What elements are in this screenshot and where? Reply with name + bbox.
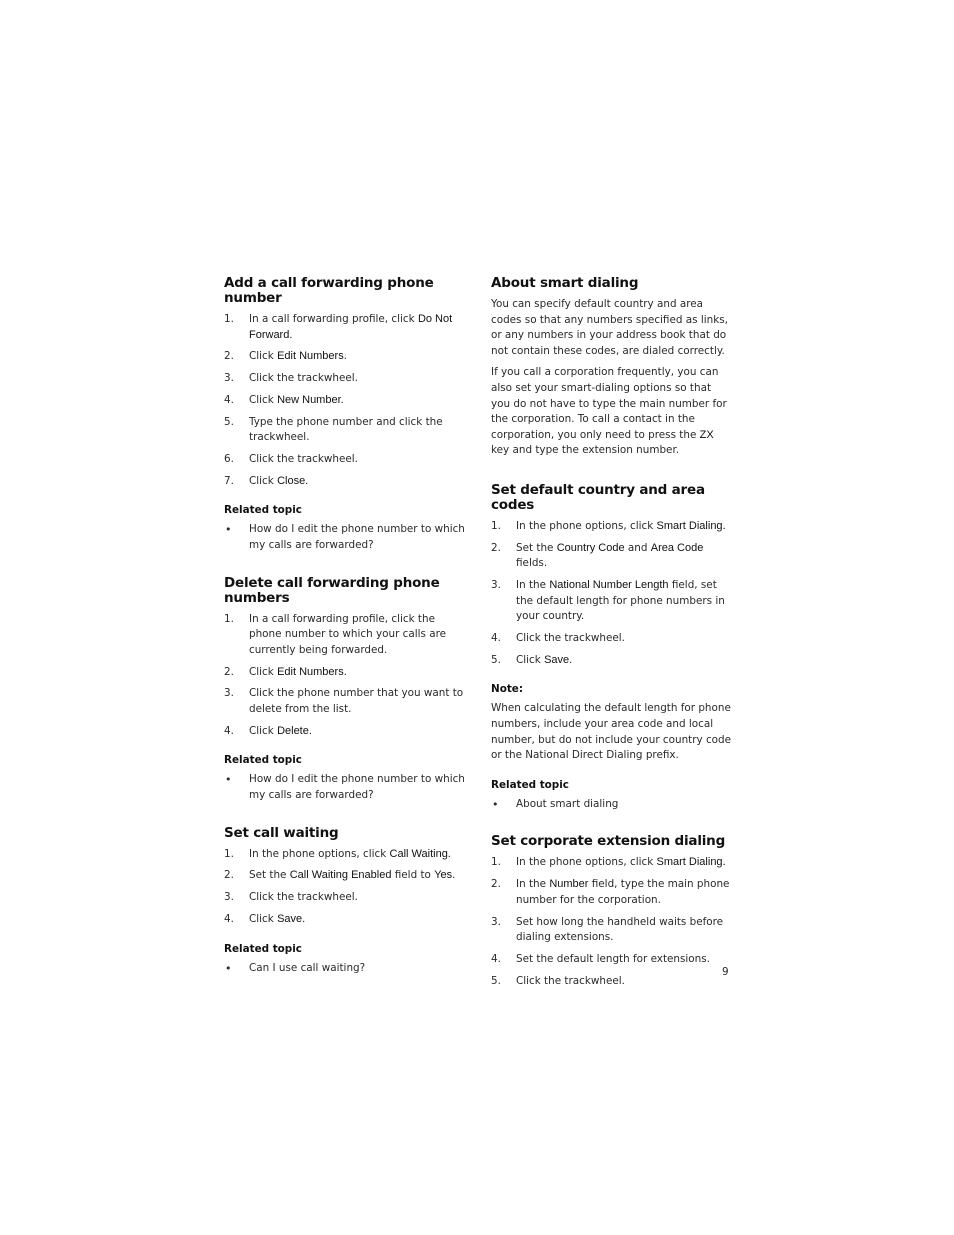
bullet-icon: •	[225, 961, 232, 975]
step-item: 2. In the Number field, type the main phone number for the corporation.	[491, 878, 730, 906]
related-topic-heading: Related topic	[224, 754, 302, 767]
step-item: 7. Click Close.	[224, 474, 309, 487]
step-item: 3. Click the trackwheel.	[224, 372, 358, 385]
section-title-country-area-codes: Set default country and area codes	[491, 481, 705, 513]
step-item: 2. Set the Call Waiting Enabled field to Yes.	[224, 869, 456, 882]
related-topic-list	[224, 961, 469, 977]
step-item: 3. Click the trackwheel.	[224, 891, 358, 904]
related-topic-link[interactable]: • About smart dialing	[492, 797, 619, 811]
step-item: 4. Click Save.	[224, 912, 306, 925]
related-topic-link[interactable]: • How do I edit the phone number to which my calls are forwarded?	[225, 523, 465, 552]
steps-delete-forwarding	[224, 612, 469, 740]
step-item: 5. Click the trackwheel.	[491, 974, 625, 987]
related-topic-heading: Related topic	[224, 942, 302, 955]
section-title-delete-forwarding: Delete call forwarding phone numbers	[224, 574, 440, 606]
step-item: 2. Set the Country Code and Area Code fields.	[491, 541, 704, 570]
step-item: 3. In the National Number Length field, set the default length for phone numbers in your country.	[491, 579, 725, 623]
related-topic-list	[491, 797, 731, 813]
step-item: 1. In the phone options, click Smart Dialing.	[491, 856, 726, 869]
steps-add-forwarding	[224, 312, 469, 489]
related-topic-heading: Related topic	[224, 504, 302, 517]
related-topic-list	[224, 772, 469, 803]
step-item: 4. Click New Number.	[224, 393, 344, 406]
step-item: 2. Click Edit Numbers.	[224, 665, 347, 678]
steps-country-area-codes	[491, 519, 731, 669]
step-item: 3. Set how long the handheld waits before dialing extensions.	[491, 915, 724, 944]
step-item: 4. Click the trackwheel.	[491, 632, 625, 645]
step-item: 3. Click the phone number that you want to delete from the list.	[224, 687, 464, 715]
section-title-add-forwarding: Add a call forwarding phone number	[224, 275, 434, 306]
step-item: 5. Click Save.	[491, 653, 573, 666]
related-topic-heading: Related topic	[491, 778, 569, 791]
page-number: 9	[722, 966, 729, 978]
related-topic-list	[224, 522, 469, 553]
note-text: When calculating the default length for phone numbers, include your area code and local number, but do not include your country code or the National Direct Dialing prefix.	[491, 702, 732, 762]
step-item: 5. Type the phone number and click the trackwheel.	[224, 415, 443, 444]
section-title-about-smart-dialing: About smart dialing	[491, 275, 639, 291]
note-heading: Note:	[491, 683, 524, 696]
step-item: 1. In the phone options, click Call Waiting.	[224, 847, 451, 860]
steps-corporate-extension	[491, 855, 731, 989]
related-topic-link[interactable]: • Can I use call waiting?	[225, 961, 366, 975]
key-label: ZX	[699, 428, 714, 441]
steps-call-waiting	[224, 847, 469, 928]
section-title-call-waiting: Set call waiting	[224, 824, 339, 841]
step-item: 6. Click the trackwheel.	[224, 453, 358, 466]
step-item: 2. Click Edit Numbers.	[224, 350, 347, 363]
step-item: 4. Set the default length for extensions.	[491, 952, 710, 965]
section-title-corporate-extension: Set corporate extension dialing	[491, 833, 726, 850]
bullet-icon: •	[492, 797, 499, 811]
related-topic-link[interactable]: • How do I edit the phone number to which my calls are forwarded?	[225, 773, 465, 801]
paragraph: You can specify default country and area codes so that any numbers specified as links, or any numbers in your address book that do not contain these codes, are dialed correctly.	[491, 298, 728, 357]
bullet-icon: •	[225, 523, 232, 537]
paragraph: If you call a corporation frequently, you can also set your smart-dialing options so that you do not have to type the main number for the corporation. To call a contact in the corporation, you only need to press the ZX key and type the extension number.	[491, 366, 727, 457]
bullet-icon: •	[225, 773, 232, 787]
step-item: 1. In a call forwarding profile, click the phone number to which your calls are currently being forwarded.	[224, 612, 447, 656]
step-item: 4. Click Delete.	[224, 724, 312, 737]
step-item: 1. In the phone options, click Smart Dialing.	[491, 519, 726, 532]
left-column	[224, 276, 469, 976]
right-column	[491, 276, 731, 996]
step-item: 1. In a call forwarding profile, click Do Not Forward.	[224, 313, 453, 341]
